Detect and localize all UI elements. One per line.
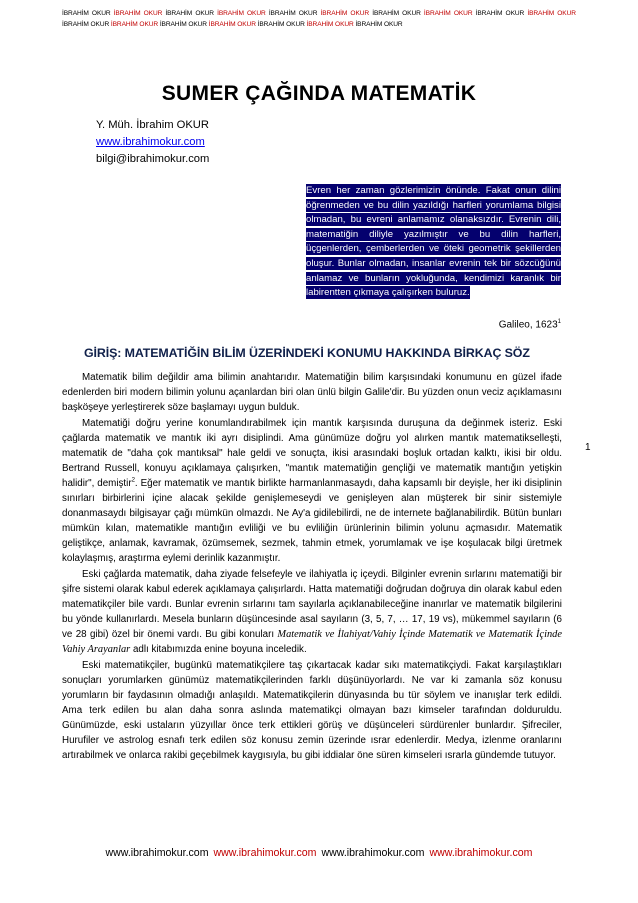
header-token: İBRAHİM OKUR xyxy=(62,10,111,17)
header-token: İBRAHİM OKUR xyxy=(306,21,354,28)
footnote-marker: 1 xyxy=(557,319,561,325)
footer-link[interactable]: www.ibrahimokur.com xyxy=(105,847,209,859)
header-token: İBRAHİM OKUR xyxy=(372,10,421,17)
body-text xyxy=(62,370,562,764)
author-name: Y. Müh. İbrahim OKUR xyxy=(96,119,209,131)
author-email: bilgi@ibrahimokur.com xyxy=(96,153,210,165)
quote-source-text: Galileo, 1623 xyxy=(498,319,558,331)
page-number: 1 xyxy=(585,442,591,453)
header-token: İBRAHİM OKUR xyxy=(268,10,318,17)
section-heading: GİRİŞ: MATEMATİĞİN BİLİM ÜZERİNDEKİ KONUMU HAKKINDA BİRKAÇ SÖZ xyxy=(84,346,530,360)
author-block xyxy=(96,117,209,168)
page-title: SUMER ÇAĞINDA MATEMATİK xyxy=(161,82,477,105)
book-title: Matematik ve İlahiyat/Vahiy İçinde Matematik ve Matematik İçinde Vahiy Arayanlar xyxy=(62,629,562,655)
paragraph-text: Matematiği doğru yerine konumlandırabilmek için mantık karşısında duruşuna da değinmek isteriz. Eski çağlarda matematik ve mantık iki ayrı disiplindi. Ama günümüze doğru yol alırken mantık matematikselleşti, matematik de "daha çok mantıksal" hale geldi ve sonuçta, ikisi arasındaki boşluk ortadan kalktı, ikisi bir oldu. Bertrand Russell, konuyu açıklamaya çalışırken, "mantık matematiğin gençliği ve matematik mantığın yetişkin halidir", demiştir xyxy=(62,418,562,489)
author-website-link[interactable]: www.ibrahimokur.com xyxy=(96,136,205,148)
footnote-marker: 2 xyxy=(131,477,135,484)
quote-text: Evren her zaman gözlerimizin önünde. Fakat onun dilini öğrenmeden ve bu dilin yazıldığı harfleri yorumlama bilgisi olmadan, bu evreni anlamamız olanaksızdır. Evrenin dili, matematiğin diliyle yazılmıştır ve bu dilin harfleri, üçgenlerden, çemberlerden ve öteki geometrik şekillerden oluşur. Bunlar olmadan, insanlar evrenin tek bir sözcüğünü anlamaz ve bunların yokluğunda, kendimizi karanlık bir labirentten çıkmaya çalışırken buluruz. xyxy=(306,185,561,299)
header-token: İBRAHİM OKUR xyxy=(208,21,256,28)
header-token: İBRAHİM xyxy=(475,10,503,17)
page-footer xyxy=(0,847,638,859)
header-token: İBRAHİM OKUR xyxy=(217,10,266,17)
header-token: İBRAHİM OKUR xyxy=(423,10,473,17)
paragraph: Matematik bilim değildir ama bilimin anahtarıdır. Matematiğin bilim karşısındaki konumunu en güzel ifade edenlerden biri modern bilimin yolunu açanlardan biri olan ünlü bilgin Galile'dir. Bu yüzden onun veciz açıklamasını başköşeye yerleştirerek söze başlamayı uygun bulduk. xyxy=(62,372,562,413)
header-token: İBRAHİM OKUR xyxy=(165,10,214,17)
header-token: İBRAHİM OKUR xyxy=(159,21,207,28)
paragraph-text: . Eğer matematik ve mantık birlikte harmanlanmasaydı, daha kapsamlı bir deyişle, her iki disiplinin sınırları birbirlerini içine alacak şekilde genişlemeseydi ve genişleyen alan müşterek bir sinir sistemiyle donanmasaydı bilgisayar çağı mümkün olmazdı. Ne Ay'a gidilebilirdi, ne de internete bağlanabilirdik. Bütün bunları mümkün kılan, matematikle mantığın evliliği ve bu evliliğin ürünlerinin bilimin yolunu açmasıdır. Matematik geliştikçe, anlamak, kavramak, özümsemek, sezmek, tahmin etmek, yorumlamak ve işe koşulacak bilgi üretmek kolaylaşmış, araştırma eylemi derinlik kazanmıştır. xyxy=(62,478,562,564)
page-header xyxy=(62,8,576,30)
header-token: OKUR xyxy=(505,10,525,17)
paragraph xyxy=(62,416,562,566)
header-token: İBRAHİM OKUR xyxy=(527,10,576,17)
footer-link[interactable]: www.ibrahimokur.com xyxy=(321,847,425,859)
footer-link[interactable]: www.ibrahimokur.com xyxy=(213,847,317,859)
paragraph-text: Eski çağlarda matematik, daha ziyade felsefeyle ve ilahiyatla iç içeydi. Bilginler evrenin sırlarını matematiği bir şifre sistemi olarak kabul ederek açıklamaya çalışırlardı. Hatta matematiği doğrudan doğruya din olarak kabul eden matematikçiler bile vardı. Bunlar evrenin sırlarını tam sayılarla açıklanabileceğine inanırlar ve matematik bilgilerini bu yönde kullanırlardı. Mesela bunların düşüncesinde asal sayıların (3, 5, 7, … 17, 19 vs), mükemmel sayıların (6 ve 28 gibi) özel bir önemi vardı. Bu gibi konuları xyxy=(62,569,562,640)
footer-link[interactable]: www.ibrahimokur.com xyxy=(429,847,533,859)
paragraph-text: adlı kitabımızda enine boyuna inceledik. xyxy=(130,644,307,655)
header-token: İBRAHİM OKUR xyxy=(113,10,163,17)
quote-source xyxy=(499,319,561,330)
paragraph: Eski matematikçiler, bugünkü matematikçilere taş çıkartacak kadar sıkı matematikçiydi. Fakat karşılaştıkları sonuçları yorumlarken günümüz matematikçilerinden farklı düşünüyorlardı. Ne var ki zamanla söz konusu yorumların bir faydasının olmadığı anlaşıldı. Matematikçilerin dünyasında bu tür söylem ve inanışlar terk edildi. Ama terk edilen bu alan daha sonra aslında matematikçi olmayan bazı kimseler tarafından dolduruldu. Günümüzde, eski ustaların yüzyıllar önce terk ettikleri görüş ve düşünceleri sürdürenler bunlardır. Şifreciler, Hurufiler ve astrolog esnafı terk edilen söz konusu zemin üzerinde ısrar edenlerdir. Medya, izlenme oranlarını artırabilmek ve onlarca rakibi geçebilmek kaygısıyla, bu gibi iddialar öne süren kimseleri ısrarla gündemde tutuyor. xyxy=(62,660,562,761)
header-token: İBRAHİM OKUR xyxy=(355,21,403,28)
header-token: İBRAHİM OKUR xyxy=(110,21,159,28)
header-token: İBRAHİM OKUR xyxy=(62,21,110,28)
header-token: İBRAHİM OKUR xyxy=(257,21,305,28)
paragraph xyxy=(62,567,562,657)
header-token: İBRAHİM OKUR xyxy=(320,10,370,17)
epigraph-quote xyxy=(306,184,561,301)
